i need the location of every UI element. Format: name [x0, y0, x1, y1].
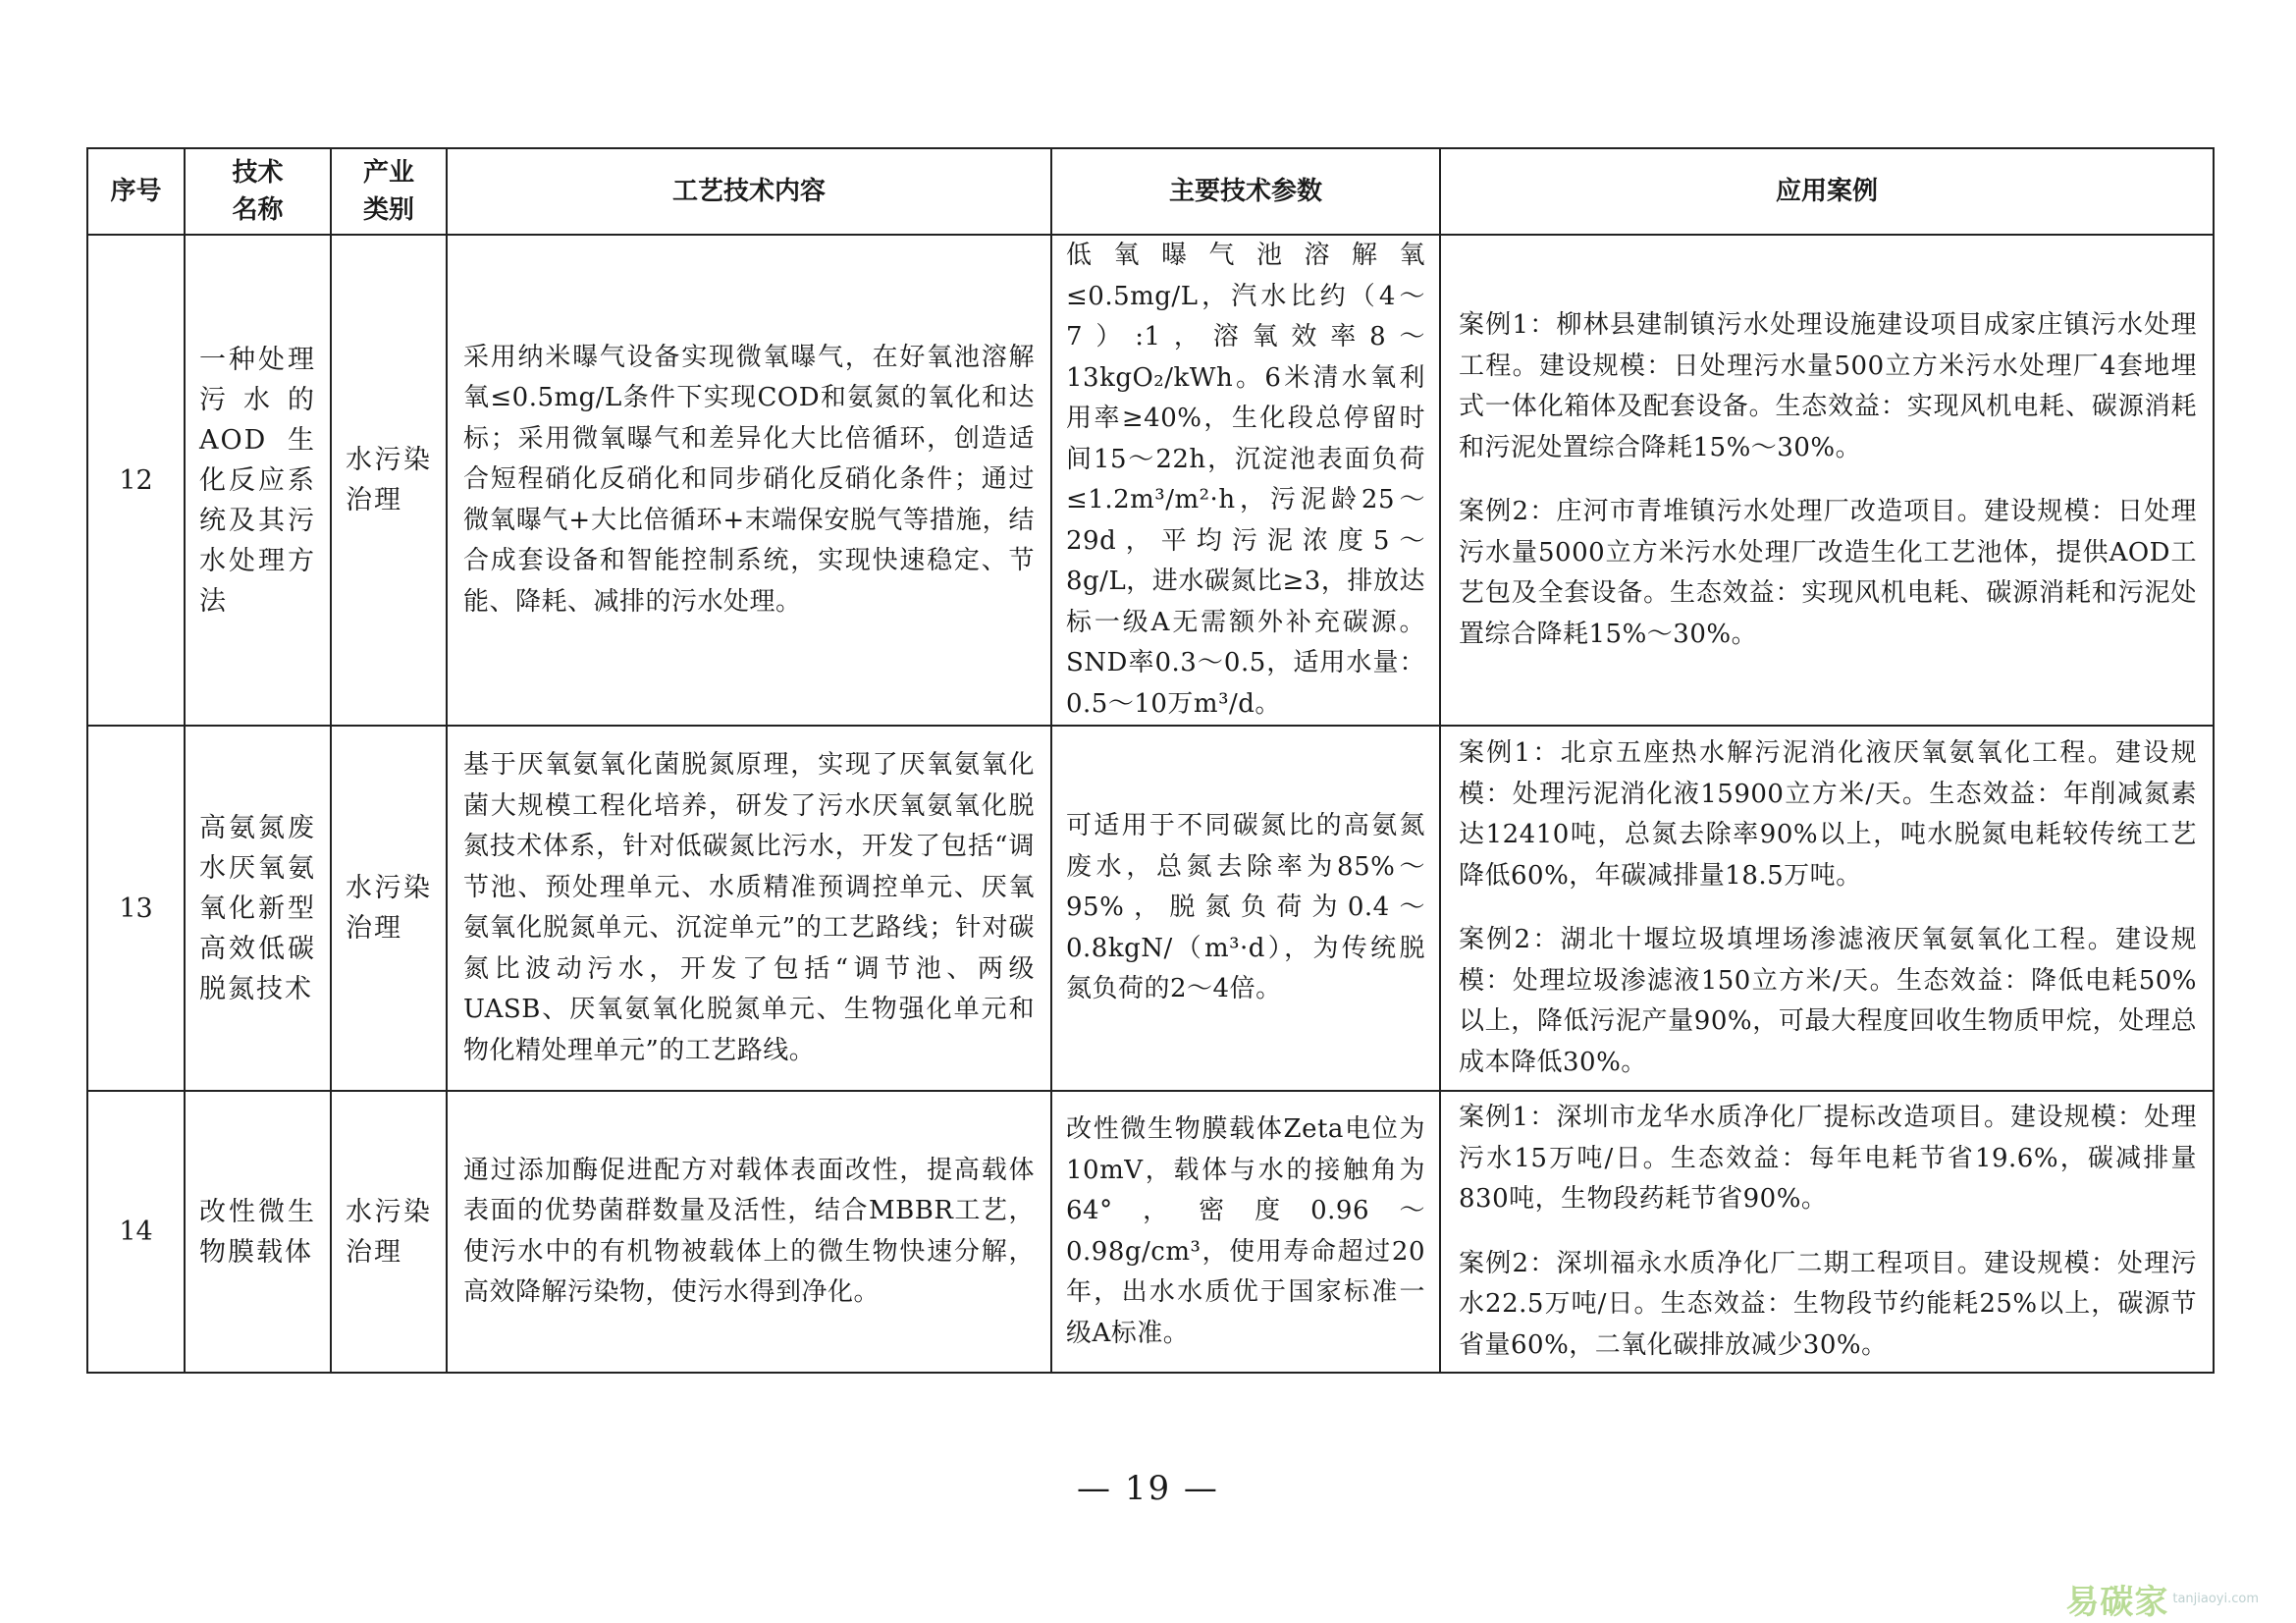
process-content: 采用纳米曝气设备实现微氧曝气，在好氧池溶解氧≤0.5mg/L条件下实现COD和氨氮的氧化和达标；采用微氧曝气和差异化大比倍循环，创造适合短程硝化反硝化和同步硝化反硝化条件；通过微氧曝气+大比倍循环+末端保安脱气等措施，结合成套设备和智能控制系统，实现快速稳定、节能、降耗、减排的污水处理。 [447, 235, 1051, 726]
row-number: 14 [87, 1091, 185, 1373]
tech-name: 高氨氮废水厌氧氨氧化新型高效低碳脱氮技术 [185, 726, 331, 1091]
header-category [331, 148, 447, 235]
tech-name: 一种处理污水的AOD生化反应系统及其污水处理方法 [185, 235, 331, 726]
technology-table [86, 147, 2215, 1374]
case-item: 案例1：北京五座热水解污泥消化液厌氧氨氧化工程。建设规模：处理污泥消化液15900立方米/天。生态效益：年削减氮素达12410吨，总氮去除率90%以上，吨水脱氮电耗较传统工艺降低60%，年碳减排量18.5万吨。 [1459, 738, 2197, 891]
technical-params: 低氧曝气池溶解氧≤0.5mg/L，汽水比约（4～7）:1，溶氧效率8～13kgO₂/kWh。6米清水氧利用率≥40%，生化段总停留时间15～22h，沉淀池表面负荷≤1.2m³/m²·h，污泥龄25～29d，平均污泥浓度5～8g/L，进水碳氮比≥3，排放达标一级A无需额外补充碳源。SND率0.3～0.5，适用水量：0.5～10万m³/d。 [1051, 235, 1440, 726]
process-content: 通过添加酶促进配方对载体表面改性，提高载体表面的优势菌群数量及活性，结合MBBR工艺，使污水中的有机物被载体上的微生物快速分解，高效降解污染物，使污水得到净化。 [447, 1091, 1051, 1373]
row-number: 13 [87, 726, 185, 1091]
application-cases [1440, 1091, 2214, 1373]
header-params: 主要技术参数 [1051, 148, 1440, 235]
case-item: 案例2：庄河市青堆镇污水处理厂改造项目。建设规模：日处理污水量5000立方米污水处理厂改造生化工艺池体，提供AOD工艺包及全套设备。生态效益：实现风机电耗、碳源消耗和污泥处置综合降耗15%～30%。 [1459, 497, 2197, 649]
table-header-row [87, 148, 2214, 235]
case-item: 案例2：湖北十堰垃圾填埋场渗滤液厌氧氨氧化工程。建设规模：处理垃圾渗滤液150立方米/天。生态效益：降低电耗50%以上，降低污泥产量90%，可最大程度回收生物质甲烷，处理总成本降低30%。 [1459, 925, 2197, 1077]
header-num: 序号 [87, 148, 185, 235]
row-number: 12 [87, 235, 185, 726]
page-number: — 19 — [1077, 1469, 1219, 1508]
case-item: 案例2：深圳福永水质净化厂二期工程项目。建设规模：处理污水22.5万吨/日。生态效益：生物段节约能耗25%以上，碳源节省量60%，二氧化碳排放减少30%。 [1459, 1248, 2197, 1360]
watermark-url: tanjiaoyi.com [2172, 1592, 2259, 1606]
process-content: 基于厌氧氨氧化菌脱氮原理，实现了厌氧氨氧化菌大规模工程化培养，研发了污水厌氧氨氧化脱氮技术体系，针对低碳氮比污水，开发了包括“调节池、预处理单元、水质精准预调控单元、厌氧氨氧化脱氮单元、沉淀单元”的工艺路线；针对碳氮比波动污水，开发了包括“调节池、两级UASB、厌氧氨氧化脱氮单元、生物强化单元和物化精处理单元”的工艺路线。 [447, 726, 1051, 1091]
watermark-logo: 易碳家 [2065, 1583, 2169, 1622]
watermark [2065, 1575, 2259, 1623]
header-cases: 应用案例 [1440, 148, 2214, 235]
technical-params: 改性微生物膜载体Zeta电位为10mV，载体与水的接触角为64°，密度0.96～0.98g/cm³，使用寿命超过20年，出水水质优于国家标准一级A标准。 [1051, 1091, 1440, 1373]
industry-category: 水污染治理 [331, 235, 447, 726]
table-row [87, 1091, 2214, 1373]
header-process: 工艺技术内容 [447, 148, 1051, 235]
application-cases [1440, 235, 2214, 726]
case-item: 案例1：柳林县建制镇污水处理设施建设项目成家庄镇污水处理工程。建设规模：日处理污水量500立方米污水处理厂4套地埋式一体化箱体及配套设备。生态效益：实现风机电耗、碳源消耗和污泥处置综合降耗15%～30%。 [1459, 310, 2197, 462]
table-row [87, 235, 2214, 726]
tech-name: 改性微生物膜载体 [185, 1091, 331, 1373]
case-item: 案例1：深圳市龙华水质净化厂提标改造项目。建设规模：处理污水15万吨/日。生态效益：每年电耗节省19.6%，碳减排量830吨，生物段药耗节省90%。 [1459, 1103, 2197, 1214]
industry-category: 水污染治理 [331, 726, 447, 1091]
header-name-line2: 名称 [232, 195, 284, 225]
header-cat-line1: 产业 [362, 158, 414, 188]
technical-params: 可适用于不同碳氮比的高氨氮废水，总氮去除率为85%～95%，脱氮负荷为0.4～0.8kgN/（m³·d），为传统脱氮负荷的2～4倍。 [1051, 726, 1440, 1091]
industry-category: 水污染治理 [331, 1091, 447, 1373]
application-cases [1440, 726, 2214, 1091]
header-cat-line2: 类别 [362, 195, 414, 225]
header-name [185, 148, 331, 235]
table-row [87, 726, 2214, 1091]
header-name-line1: 技术 [232, 158, 284, 188]
